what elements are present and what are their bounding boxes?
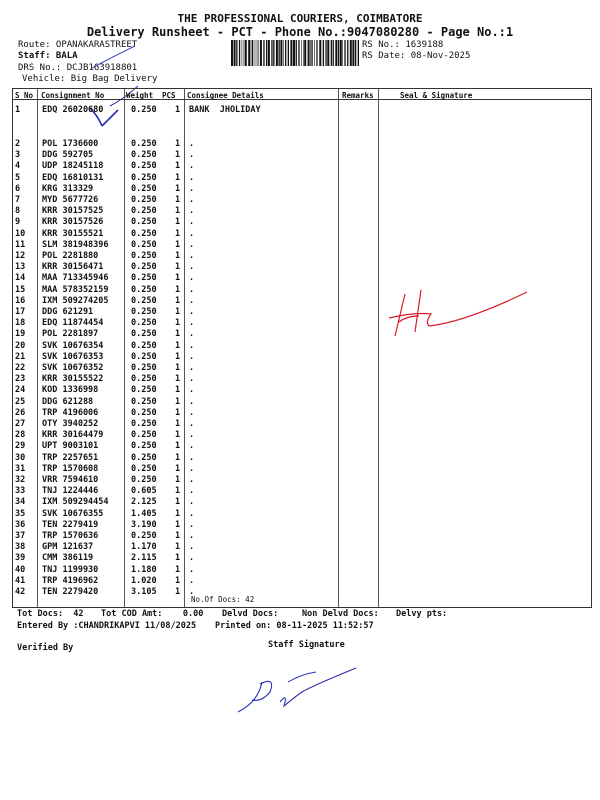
table-row <box>13 374 591 385</box>
row-consignee: . <box>189 463 195 474</box>
row-sno: 2 <box>15 139 21 149</box>
row-consignee: . <box>189 553 195 564</box>
verified-by: Verified By <box>17 643 74 653</box>
row-sno: 20 <box>15 340 26 351</box>
total-cod-amount: Tot COD Amt: 0.00 <box>101 609 204 619</box>
row-sno: 8 <box>15 206 21 217</box>
row-consignee: . <box>189 385 195 396</box>
row-consignment-no: KRR 30157526 <box>42 217 104 228</box>
row-consignment-no: TRP 2257651 <box>42 452 99 463</box>
row-consignment-no: KRR 30156471 <box>42 262 104 273</box>
row-pcs: 1 <box>175 161 181 172</box>
row-pcs: 1 <box>175 195 181 205</box>
row-pcs: 1 <box>175 508 181 519</box>
table-row <box>13 397 591 408</box>
row-weight: 0.250 <box>131 239 157 250</box>
row-consignment-no: KRR 30164479 <box>42 430 104 441</box>
col-weight: Weight <box>126 91 154 100</box>
row-pcs: 1 <box>175 553 181 564</box>
row-sno: 42 <box>15 587 26 597</box>
row-consignment-no: KOD 1336998 <box>42 385 99 396</box>
row-pcs: 1 <box>175 284 181 295</box>
row-weight: 1.170 <box>131 542 157 553</box>
row-consignee: . <box>189 396 195 407</box>
row-weight: 0.250 <box>131 307 157 317</box>
row-pcs: 1 <box>175 497 181 508</box>
row-sno: 7 <box>15 195 21 205</box>
row-pcs: 1 <box>175 251 181 261</box>
row-consignee: . <box>189 351 195 362</box>
row-consignment-no: SVK 10676355 <box>42 508 104 519</box>
row-sno: 14 <box>15 273 26 284</box>
row-pcs: 1 <box>175 217 181 228</box>
row-consignment-no: OTY 3940252 <box>42 419 99 429</box>
row-sno: 23 <box>15 374 26 385</box>
row-consignee: . <box>189 340 195 351</box>
table-row <box>13 251 591 262</box>
row-consignee: . <box>189 486 195 497</box>
table-row <box>13 161 591 172</box>
row-weight: 2.115 <box>131 553 157 564</box>
row-sno: 13 <box>15 262 26 273</box>
rs-date: RS Date: 08-Nov-2025 <box>362 51 471 61</box>
row-pcs: 1 <box>175 318 181 329</box>
row-weight: 0.250 <box>131 452 157 463</box>
delivery-signature <box>385 286 535 346</box>
row-consignment-no: DDG 621291 <box>42 307 94 317</box>
row-weight: 0.250 <box>131 430 157 441</box>
row-weight: 0.250 <box>131 161 157 172</box>
table-row <box>13 430 591 441</box>
row-sno: 29 <box>15 441 26 452</box>
row-pcs: 1 <box>175 295 181 306</box>
row-consignee: . <box>189 228 195 239</box>
row-pcs: 1 <box>175 105 181 115</box>
row-weight: 0.250 <box>131 419 157 429</box>
row-pcs: 1 <box>175 407 181 418</box>
row-consignment-no: TEN 2279420 <box>42 587 99 597</box>
row-sno: 28 <box>15 430 26 441</box>
runsheet-table <box>12 88 592 608</box>
row-consignment-no: KRR 30155521 <box>42 228 104 239</box>
row-sno: 40 <box>15 564 26 575</box>
row-weight: 0.250 <box>131 295 157 306</box>
row-consignee: . <box>189 441 195 452</box>
row-pcs: 1 <box>175 183 181 194</box>
col-pcs: PCS <box>162 91 176 100</box>
row-pcs: 1 <box>175 441 181 452</box>
row-consignment-no: TRP 1570636 <box>42 531 99 541</box>
row-pcs: 1 <box>175 575 181 586</box>
row-weight: 0.250 <box>131 150 157 161</box>
staff-label: Staff: BALA <box>18 51 78 61</box>
row-sno: 27 <box>15 419 26 429</box>
row-consignee: . <box>189 407 195 418</box>
table-row <box>13 385 591 396</box>
row-consignment-no: TEN 2279419 <box>42 519 99 530</box>
row-consignee: . <box>189 564 195 575</box>
row-consignee: . <box>189 497 195 508</box>
non-delivered-docs: Non Delvd Docs: <box>302 609 379 619</box>
table-row <box>13 576 591 587</box>
row-weight: 0.250 <box>131 396 157 407</box>
row-pcs: 1 <box>175 329 181 340</box>
table-row <box>13 139 591 150</box>
row-pcs: 1 <box>175 262 181 273</box>
row-consignment-no: TRP 1570608 <box>42 463 99 474</box>
row-pcs: 1 <box>175 542 181 553</box>
row-consignment-no: SVK 10676354 <box>42 340 104 351</box>
row-weight: 0.250 <box>131 385 157 396</box>
row-sno: 9 <box>15 217 21 228</box>
row-pcs: 1 <box>175 340 181 351</box>
row-weight: 0.250 <box>131 363 157 373</box>
row-pcs: 1 <box>175 206 181 217</box>
row-weight: 0.250 <box>131 329 157 340</box>
row-consignee: . <box>189 430 195 441</box>
row-weight: 0.250 <box>131 318 157 329</box>
row-weight: 3.105 <box>131 587 157 597</box>
row-weight: 0.250 <box>131 475 157 485</box>
table-row <box>13 587 591 598</box>
row-consignee: BANK JHOLIDAY <box>189 105 261 115</box>
row-weight: 0.605 <box>131 486 157 497</box>
staff-signature <box>232 662 362 717</box>
row-consignment-no: DDG 592705 <box>42 150 94 161</box>
row-consignee: . <box>189 183 195 194</box>
row-consignment-no: SVK 10676353 <box>42 351 104 362</box>
table-row <box>13 184 591 195</box>
row-pcs: 1 <box>175 587 181 597</box>
table-row <box>13 150 591 161</box>
row-pcs: 1 <box>175 307 181 317</box>
row-sno: 24 <box>15 385 26 396</box>
row-pcs: 1 <box>175 486 181 497</box>
row-consignee: . <box>189 575 195 586</box>
row-sno: 41 <box>15 575 26 586</box>
row-consignment-no: POL 2281880 <box>42 251 99 261</box>
row-consignee: . <box>189 139 195 149</box>
table-row <box>13 195 591 206</box>
table-row <box>13 441 591 452</box>
vehicle-label: Vehicle: Big Bag Delivery <box>22 74 158 84</box>
row-sno: 31 <box>15 463 26 474</box>
row-weight: 0.250 <box>131 217 157 228</box>
runsheet-subtitle: Delivery Runsheet - PCT - Phone No.:9047080280 - Page No.:1 <box>86 25 514 39</box>
row-sno: 6 <box>15 183 21 194</box>
row-sno: 26 <box>15 407 26 418</box>
row-pcs: 1 <box>175 452 181 463</box>
row-pcs: 1 <box>175 351 181 362</box>
row-sno: 36 <box>15 519 26 530</box>
row-consignee: . <box>189 531 195 541</box>
row-sno: 19 <box>15 329 26 340</box>
row-weight: 1.405 <box>131 508 157 519</box>
barcode <box>231 40 359 66</box>
row-consignment-no: EDQ 26020680 <box>42 105 104 115</box>
row-sno: 18 <box>15 318 26 329</box>
row-pcs: 1 <box>175 531 181 541</box>
row-sno: 15 <box>15 284 26 295</box>
row-weight: 1.020 <box>131 575 157 586</box>
row-consignment-no: MAA 713345946 <box>42 273 109 284</box>
row-sno: 5 <box>15 172 21 183</box>
table-row <box>13 542 591 553</box>
row-pcs: 1 <box>175 172 181 183</box>
row-weight: 0.250 <box>131 139 157 149</box>
row-consignee: . <box>189 161 195 172</box>
row-weight: 0.250 <box>131 228 157 239</box>
col-consignment: Consignment No <box>41 91 105 100</box>
row-weight: 0.250 <box>131 206 157 217</box>
table-row <box>13 553 591 564</box>
row-consignment-no: SVK 10676352 <box>42 363 104 373</box>
entered-by: Entered By :CHANDRIKAPVI 11/08/2025 <box>17 621 197 631</box>
row-consignment-no: TNJ 1199930 <box>42 564 99 575</box>
row-pcs: 1 <box>175 374 181 385</box>
row-consignment-no: DDG 621288 <box>42 396 94 407</box>
table-row <box>13 273 591 284</box>
table-row <box>13 520 591 531</box>
row-sno: 4 <box>15 161 21 172</box>
row-sno: 35 <box>15 508 26 519</box>
total-docs: Tot Docs: 42 <box>17 609 84 619</box>
row-consignment-no: POL 1736600 <box>42 139 99 149</box>
row-pcs: 1 <box>175 419 181 429</box>
col-sno: S No <box>15 91 34 100</box>
row-sno: 16 <box>15 295 26 306</box>
row-pcs: 1 <box>175 228 181 239</box>
row-consignment-no: GPM 121637 <box>42 542 94 553</box>
row-consignment-no: KRR 30157525 <box>42 206 104 217</box>
row-consignee: . <box>189 150 195 161</box>
row-consignee: . <box>189 542 195 553</box>
row-consignment-no: EDQ 11874454 <box>42 318 104 329</box>
row-weight: 3.190 <box>131 519 157 530</box>
row-pcs: 1 <box>175 239 181 250</box>
row-consignment-no: POL 2281897 <box>42 329 99 340</box>
row-sno: 3 <box>15 150 21 161</box>
row-consignee: . <box>189 273 195 284</box>
row-consignee: . <box>189 195 195 205</box>
row-consignee: . <box>189 239 195 250</box>
row-consignee: . <box>189 452 195 463</box>
row-consignment-no: IXM 509274205 <box>42 295 109 306</box>
row-consignee: . <box>189 508 195 519</box>
row-weight: 0.250 <box>131 374 157 385</box>
row-consignment-no: UDP 18245118 <box>42 161 104 172</box>
table-row <box>13 475 591 486</box>
row-sno: 21 <box>15 351 26 362</box>
row-consignee: . <box>189 206 195 217</box>
row-consignee: . <box>189 419 195 429</box>
col-consignee: Consignee Details <box>187 91 264 100</box>
row-consignee: . <box>189 374 195 385</box>
row-consignee: . <box>189 262 195 273</box>
row-consignment-no: SLM 381948396 <box>42 239 109 250</box>
row-pcs: 1 <box>175 150 181 161</box>
row-weight: 2.125 <box>131 497 157 508</box>
table-row <box>13 363 591 374</box>
table-row <box>13 497 591 508</box>
row-consignee: . <box>189 295 195 306</box>
row-sno: 22 <box>15 363 26 373</box>
row-consignee: . <box>189 329 195 340</box>
row-sno: 39 <box>15 553 26 564</box>
row-consignment-no: IXM 509294454 <box>42 497 109 508</box>
table-row <box>13 408 591 419</box>
row-consignment-no: TRP 4196006 <box>42 407 99 418</box>
row-pcs: 1 <box>175 463 181 474</box>
col-remarks: Remarks <box>342 91 374 100</box>
row-pcs: 1 <box>175 519 181 530</box>
row-weight: 0.250 <box>131 273 157 284</box>
row-sno: 1 <box>15 105 21 115</box>
table-row <box>13 486 591 497</box>
table-row <box>13 262 591 273</box>
row-sno: 25 <box>15 396 26 407</box>
row-weight: 0.250 <box>131 251 157 261</box>
row-consignment-no: CMM 386119 <box>42 553 94 564</box>
table-row <box>13 531 591 542</box>
row-weight: 0.250 <box>131 531 157 541</box>
row-consignee: . <box>189 519 195 530</box>
row-consignment-no: UPT 9003101 <box>42 441 99 452</box>
row-consignee: . <box>189 172 195 183</box>
row-pcs: 1 <box>175 385 181 396</box>
row-consignment-no: TNJ 1224446 <box>42 486 99 497</box>
table-row <box>13 217 591 228</box>
row-sno: 11 <box>15 239 26 250</box>
row-consignment-no: TRP 4196962 <box>42 575 99 586</box>
row-weight: 1.180 <box>131 564 157 575</box>
row-weight: 0.250 <box>131 463 157 474</box>
table-row <box>13 206 591 217</box>
table-row <box>13 509 591 520</box>
rs-number: RS No.: 1639188 <box>362 40 444 50</box>
row-consignee: . <box>189 307 195 317</box>
table-row <box>13 105 591 116</box>
row-weight: 0.250 <box>131 195 157 205</box>
drs-number: DRS No.: DCJB163918801 <box>18 63 138 73</box>
row-pcs: 1 <box>175 430 181 441</box>
no-of-docs: No.Of Docs: 42 <box>191 595 255 604</box>
table-row <box>13 453 591 464</box>
row-sno: 12 <box>15 251 26 261</box>
delivered-docs: Delvd Docs: <box>222 609 279 619</box>
row-pcs: 1 <box>175 564 181 575</box>
printed-on: Printed on: 08-11-2025 11:52:57 <box>215 621 374 631</box>
row-consignee: . <box>189 217 195 228</box>
route-label: Route: OPANAKARASTREET <box>18 40 138 50</box>
table-row <box>13 419 591 430</box>
row-weight: 0.250 <box>131 441 157 452</box>
row-sno: 32 <box>15 475 26 485</box>
row-consignee: . <box>189 251 195 261</box>
row-consignment-no: MYD 5677726 <box>42 195 99 205</box>
table-row <box>13 240 591 251</box>
row-weight: 0.250 <box>131 284 157 295</box>
row-weight: 0.250 <box>131 340 157 351</box>
row-weight: 0.250 <box>131 172 157 183</box>
table-row <box>13 464 591 475</box>
row-weight: 0.250 <box>131 262 157 273</box>
row-consignment-no: EDQ 16810131 <box>42 172 104 183</box>
row-sno: 38 <box>15 542 26 553</box>
row-pcs: 1 <box>175 139 181 149</box>
row-consignment-no: MAA 578352159 <box>42 284 109 295</box>
row-consignee: . <box>189 587 195 597</box>
row-sno: 30 <box>15 452 26 463</box>
delivery-points: Delvy pts: <box>396 609 448 619</box>
row-sno: 33 <box>15 486 26 497</box>
row-sno: 34 <box>15 497 26 508</box>
row-consignee: . <box>189 475 195 485</box>
row-sno: 10 <box>15 228 26 239</box>
table-row <box>13 229 591 240</box>
row-weight: 0.250 <box>131 183 157 194</box>
row-pcs: 1 <box>175 363 181 373</box>
row-consignee: . <box>189 363 195 373</box>
company-title: THE PROFESSIONAL COURIERS, COIMBATORE <box>177 12 423 25</box>
staff-signature-label: Staff Signature <box>268 640 345 650</box>
row-pcs: 1 <box>175 396 181 407</box>
row-consignee: . <box>189 318 195 329</box>
row-weight: 0.250 <box>131 105 157 115</box>
table-row <box>13 352 591 363</box>
row-consignment-no: KRR 30155522 <box>42 374 104 385</box>
row-sno: 37 <box>15 531 26 541</box>
row-sno: 17 <box>15 307 26 317</box>
row-pcs: 1 <box>175 273 181 284</box>
row-consignee: . <box>189 284 195 295</box>
row-consignment-no: KRG 313329 <box>42 183 94 194</box>
table-row <box>13 173 591 184</box>
row-weight: 0.250 <box>131 407 157 418</box>
table-row <box>13 565 591 576</box>
col-seal-signature: Seal & Signature <box>400 91 473 100</box>
row-pcs: 1 <box>175 475 181 485</box>
row-weight: 0.250 <box>131 351 157 362</box>
row-consignment-no: VRR 7594610 <box>42 475 99 485</box>
